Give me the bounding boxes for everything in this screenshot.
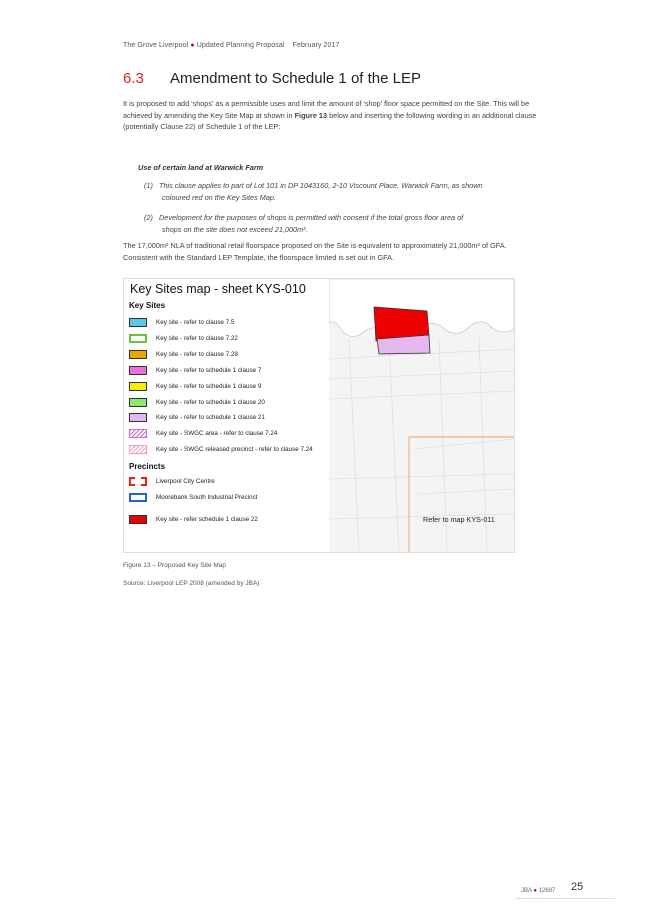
legend-precincts-heading: Precincts [129,462,166,471]
legend-key-site-row [129,333,238,344]
legend-precinct-row [129,492,258,503]
clause-heading: Use of certain land at Warwick Farm [138,163,264,172]
clause-number: (2) [144,213,153,222]
refer-map-label: Refer to map KYS-011 [423,515,495,524]
new-site-label: Key site - refer schedule 1 clause 22 [156,516,258,523]
figure-reference: Figure 13 [294,110,328,120]
legend-key-site-swatch [129,382,147,391]
legend-key-site-label: Key site - refer to schedule 1 clause 20 [156,398,265,406]
intro-text: It is proposed to add 'shops' as a permissible uses and limit the amount of 'shop' floor space permitted on the Site. This will be achieved by amending the Key Site Map at shown in Figure 13 below and inserting the following wording in an additional clause (potentially Clause 22) of Schedule 1 of the LEP: [123,99,537,131]
section-heading [123,70,421,87]
figure-caption [123,562,226,569]
legend-precinct-label: Moorebank South Industrial Precinct [156,494,258,501]
legend-key-site-row [129,365,261,376]
floorspace-paragraph: The 17,000m² NLA of traditional retail floorspace proposed on the Site is equivalent to approximately 21,000m² of GFA. Consistent with the Standard LEP Template, the floorspace limited is set out in GFA. [123,241,507,262]
legend-precinct-swatch [129,477,147,486]
legend-key-site-swatch [129,445,147,454]
legend-row-new-site [129,514,258,525]
legend-key-site-label: Key site - SWGC area - refer to clause 7.24 [156,430,278,438]
intro-paragraph [123,98,543,133]
footer-divider [515,898,615,899]
page-number: 25 [571,881,584,893]
legend-key-site-label: Key site - refer to clause 7.28 [156,350,238,358]
legend-key-site-swatch [129,398,147,407]
footer-job: 12697 [538,888,556,894]
header-bullet-icon: ● [190,42,195,49]
clause-text: This clause applies to part of Lot 101 in DP 1043160, 2-10 Viscount Place, Warwick Farm, as shown [159,181,483,190]
legend-key-site-row [129,428,277,439]
clause-item-1 [144,180,544,203]
footer-reference [521,888,555,894]
legend-key-site-label: Key site - refer to schedule 1 clause 9 [156,382,262,390]
header-date: February 2017 [292,42,340,49]
legend-key-site-swatch [129,318,147,327]
legend-precinct-row [129,476,215,487]
running-header [123,42,340,49]
figure-source: Source: Liverpool LEP 2008 (amended by JBA) [123,580,260,587]
legend-key-site-row [129,317,234,328]
figure-caption-text: Proposed Key Site Map [157,562,227,569]
legend-precinct-swatch [129,493,147,502]
legend-key-site-swatch [129,334,147,343]
new-site-swatch [129,515,147,524]
legend-key-site-label: Key site - refer to schedule 1 clause 21 [156,414,265,422]
legend-key-site-label: Key site - refer to schedule 1 clause 7 [156,366,262,374]
caption-dash: – [152,562,156,569]
footer-org: JBA [521,888,532,894]
header-document: Updated Planning Proposal [196,42,285,49]
legend-key-site-label: Key site - SWGC released precinct - refer to clause 7.24 [156,446,313,454]
legend-key-site-swatch [129,350,147,359]
legend-key-site-row [129,397,265,408]
map-title: Key Sites map - sheet KYS-010 [130,282,306,296]
footer-bullet-icon: ● [533,888,537,894]
clause-text-continued: shops on the site does not exceed 21,000m². [162,224,308,234]
legend-key-site-label: Key site - refer to clause 7.5 [156,319,235,326]
legend-key-site-swatch [129,413,147,422]
clause-number: (1) [144,181,153,190]
legend-key-sites-heading: Key Sites [129,301,166,310]
map-area [329,279,514,552]
clause-text: Development for the purposes of shops is permitted with consent if the total gross floor area of [159,213,464,222]
clause-item-2 [144,212,544,235]
legend-key-site-swatch [129,429,147,438]
figure-label: Figure 13 [123,562,151,569]
clause-text-continued: coloured red on the Key Sites Map. [162,192,276,202]
header-project: The Grove Liverpool [123,42,189,49]
legend-precinct-label: Liverpool City Centre [156,478,215,485]
legend-key-site-row [129,412,265,423]
legend-key-site-row [129,349,238,360]
legend-key-site-label: Key site - refer to clause 7.22 [156,334,238,342]
legend-key-site-row [129,444,313,455]
section-title: Amendment to Schedule 1 of the LEP [170,70,421,87]
legend-key-site-swatch [129,366,147,375]
section-number: 6.3 [123,70,144,87]
legend-key-site-row [129,381,261,392]
key-sites-map-figure [123,278,515,553]
